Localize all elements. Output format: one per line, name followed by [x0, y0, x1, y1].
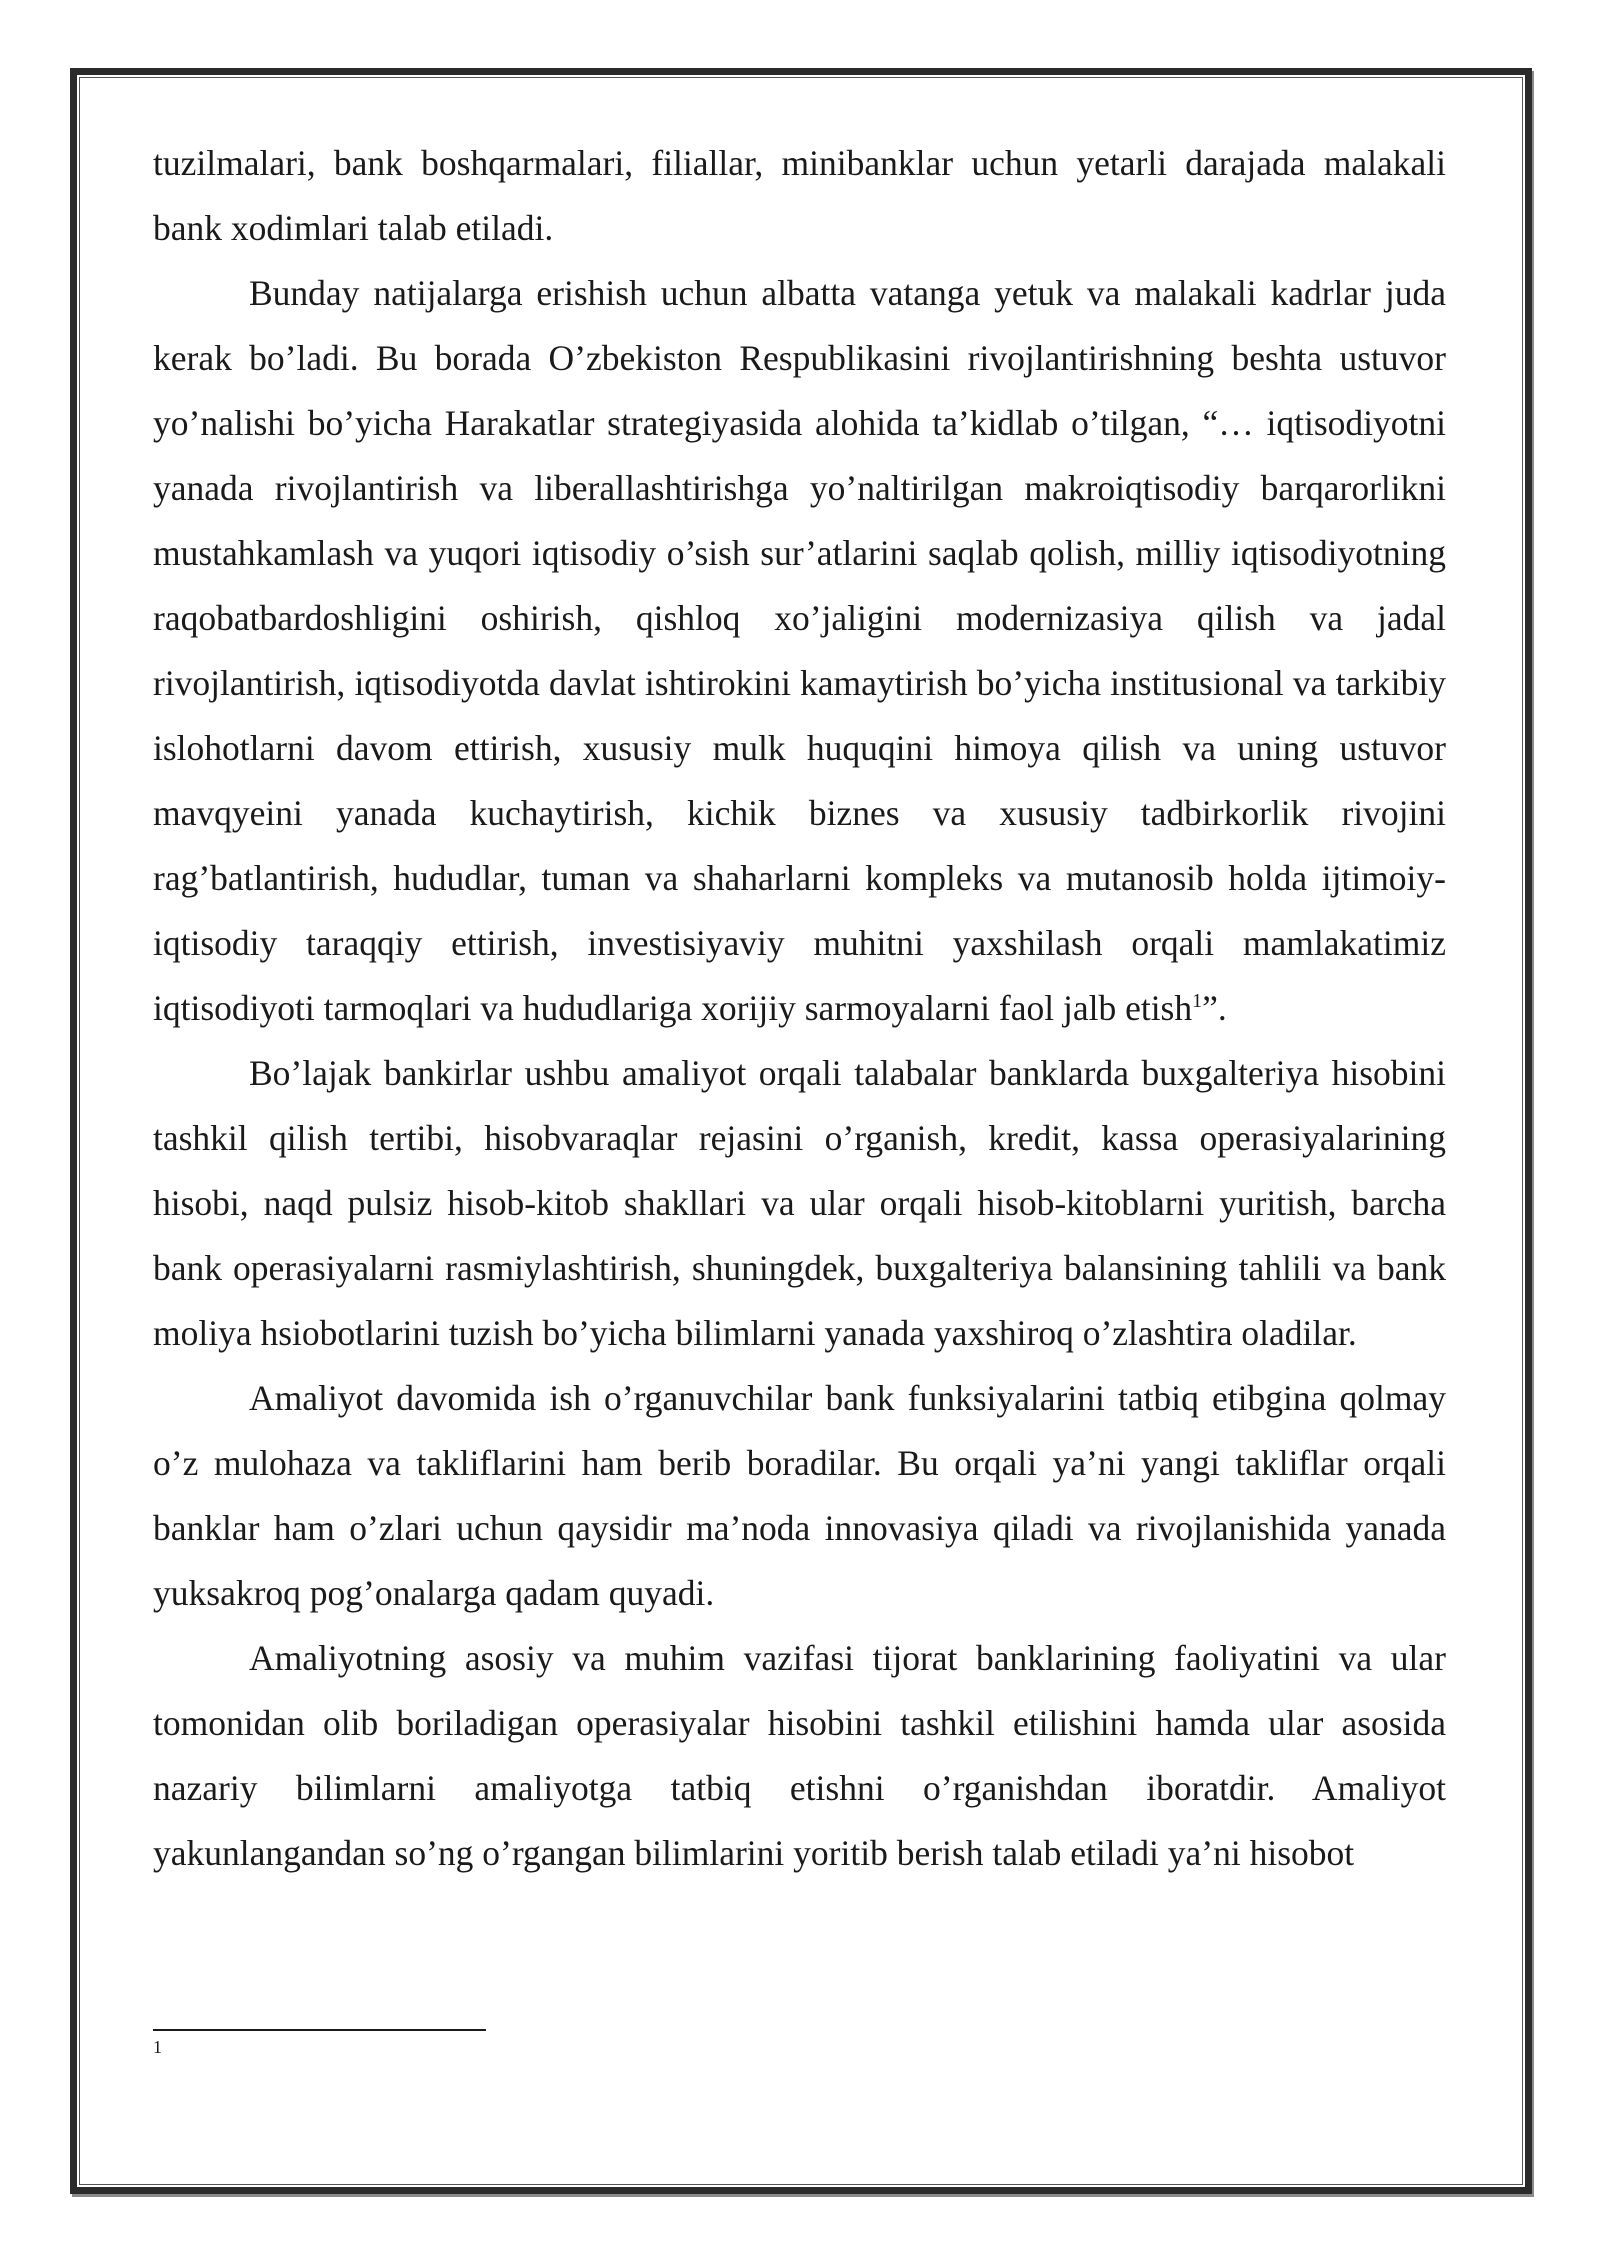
paragraph-3 [153, 1041, 1446, 1366]
footnote [153, 2036, 162, 2058]
closing-quote: ”. [1202, 988, 1227, 1028]
footnote-number: 1 [153, 2037, 162, 2057]
paragraph-2 [153, 261, 1446, 1041]
footnote-reference[interactable]: 1 [1192, 990, 1203, 1013]
paragraph-text: Bo’lajak bankirlar ushbu amaliyot orqali talabalar banklarda buxgalteriya hisobini tashkil qilish tertibi, hisobvaraqlar rejasini o’rganish, kredit, kassa operasiyalarining hisobi, naqd pulsiz hisob-kitob shakllari va ular orqali hisob-kitoblarni yuritish, barcha bank operasiyalarni rasmiylashtirish, shuningdek, buxgalteriya balansining tahlili va bank moliya hsiobotlarini tuzish bo’yicha bilimlarni yanada yaxshiroq o’zlashtira oladilar. [153, 1053, 1446, 1353]
document-body [153, 131, 1446, 1886]
paragraph-5 [153, 1626, 1446, 1886]
paragraph-4 [153, 1366, 1446, 1626]
paragraph-text: Amaliyotning asosiy va muhim vazifasi tijorat banklarining faoliyatini va ular tomonidan olib boriladigan operasiyalar hisobini tashkil etilishini hamda ular asosida nazariy bilimlarni amaliyotga tatbiq etishni o’rganishdan iboratdir. Amaliyot yakunlangandan so’ng o’rgangan bilimlarini yoritib berish talab etiladi ya’ni hisobot [153, 1638, 1446, 1873]
paragraph-text: Amaliyot davomida ish o’rganuvchilar bank funksiyalarini tatbiq etibgina qolmay o’z mulohaza va takliflarini ham berib boradilar. Bu orqali ya’ni yangi takliflar orqali banklar ham o’zlari uchun qaysidir ma’noda innovasiya qiladi va rivojlanishida yanada yuksakroq pog’onalarga qadam quyadi. [153, 1378, 1446, 1613]
paragraph-text: tuzilmalari, bank boshqarmalari, filiallar, minibanklar uchun yetarli darajada malakali bank xodimlari talab etiladi. [153, 143, 1446, 248]
footnote-separator [153, 2029, 486, 2031]
paragraph-text: Bunday natijalarga erishish uchun albatta vatanga yetuk va malakali kadrlar juda kerak bo’ladi. Bu borada O’zbekiston Respublikasini rivojlantirishning beshta ustuvor yo’nalishi bo’yicha Harakatlar strategiyasida alohida ta’kidlab o’tilgan, “… iqtisodiyotni yanada rivojlantirish va liberallashtirishga yo’naltirilgan makroiqtisodiy barqarorlikni mustahkamlash va yuqori iqtisodiy o’sish sur’atlarini saqlab qolish, milliy iqtisodiyotning raqobatbardoshligini oshirish, qishloq xo’jaligini modernizasiya qilish va jadal rivojlantirish, iqtisodiyotda davlat ishtirokini kamaytirish bo’yicha institusional va tarkibiy islohotlarni davom ettirish, xususiy mulk huquqini himoya qilish va uning ustuvor mavqyeini yanada kuchaytirish, kichik biznes va xususiy tadbirkorlik rivojini rag’batlantirish, hududlar, tuman va shaharlarni kompleks va mutanosib holda ijtimoiy-iqtisodiy taraqqiy ettirish, investisiyaviy muhitni yaxshilash orqali mamlakatimiz iqtisodiyoti tarmoqlari va hududlariga xorijiy sarmoyalarni faol jalb etish [153, 273, 1446, 1028]
paragraph-1 [153, 131, 1446, 261]
